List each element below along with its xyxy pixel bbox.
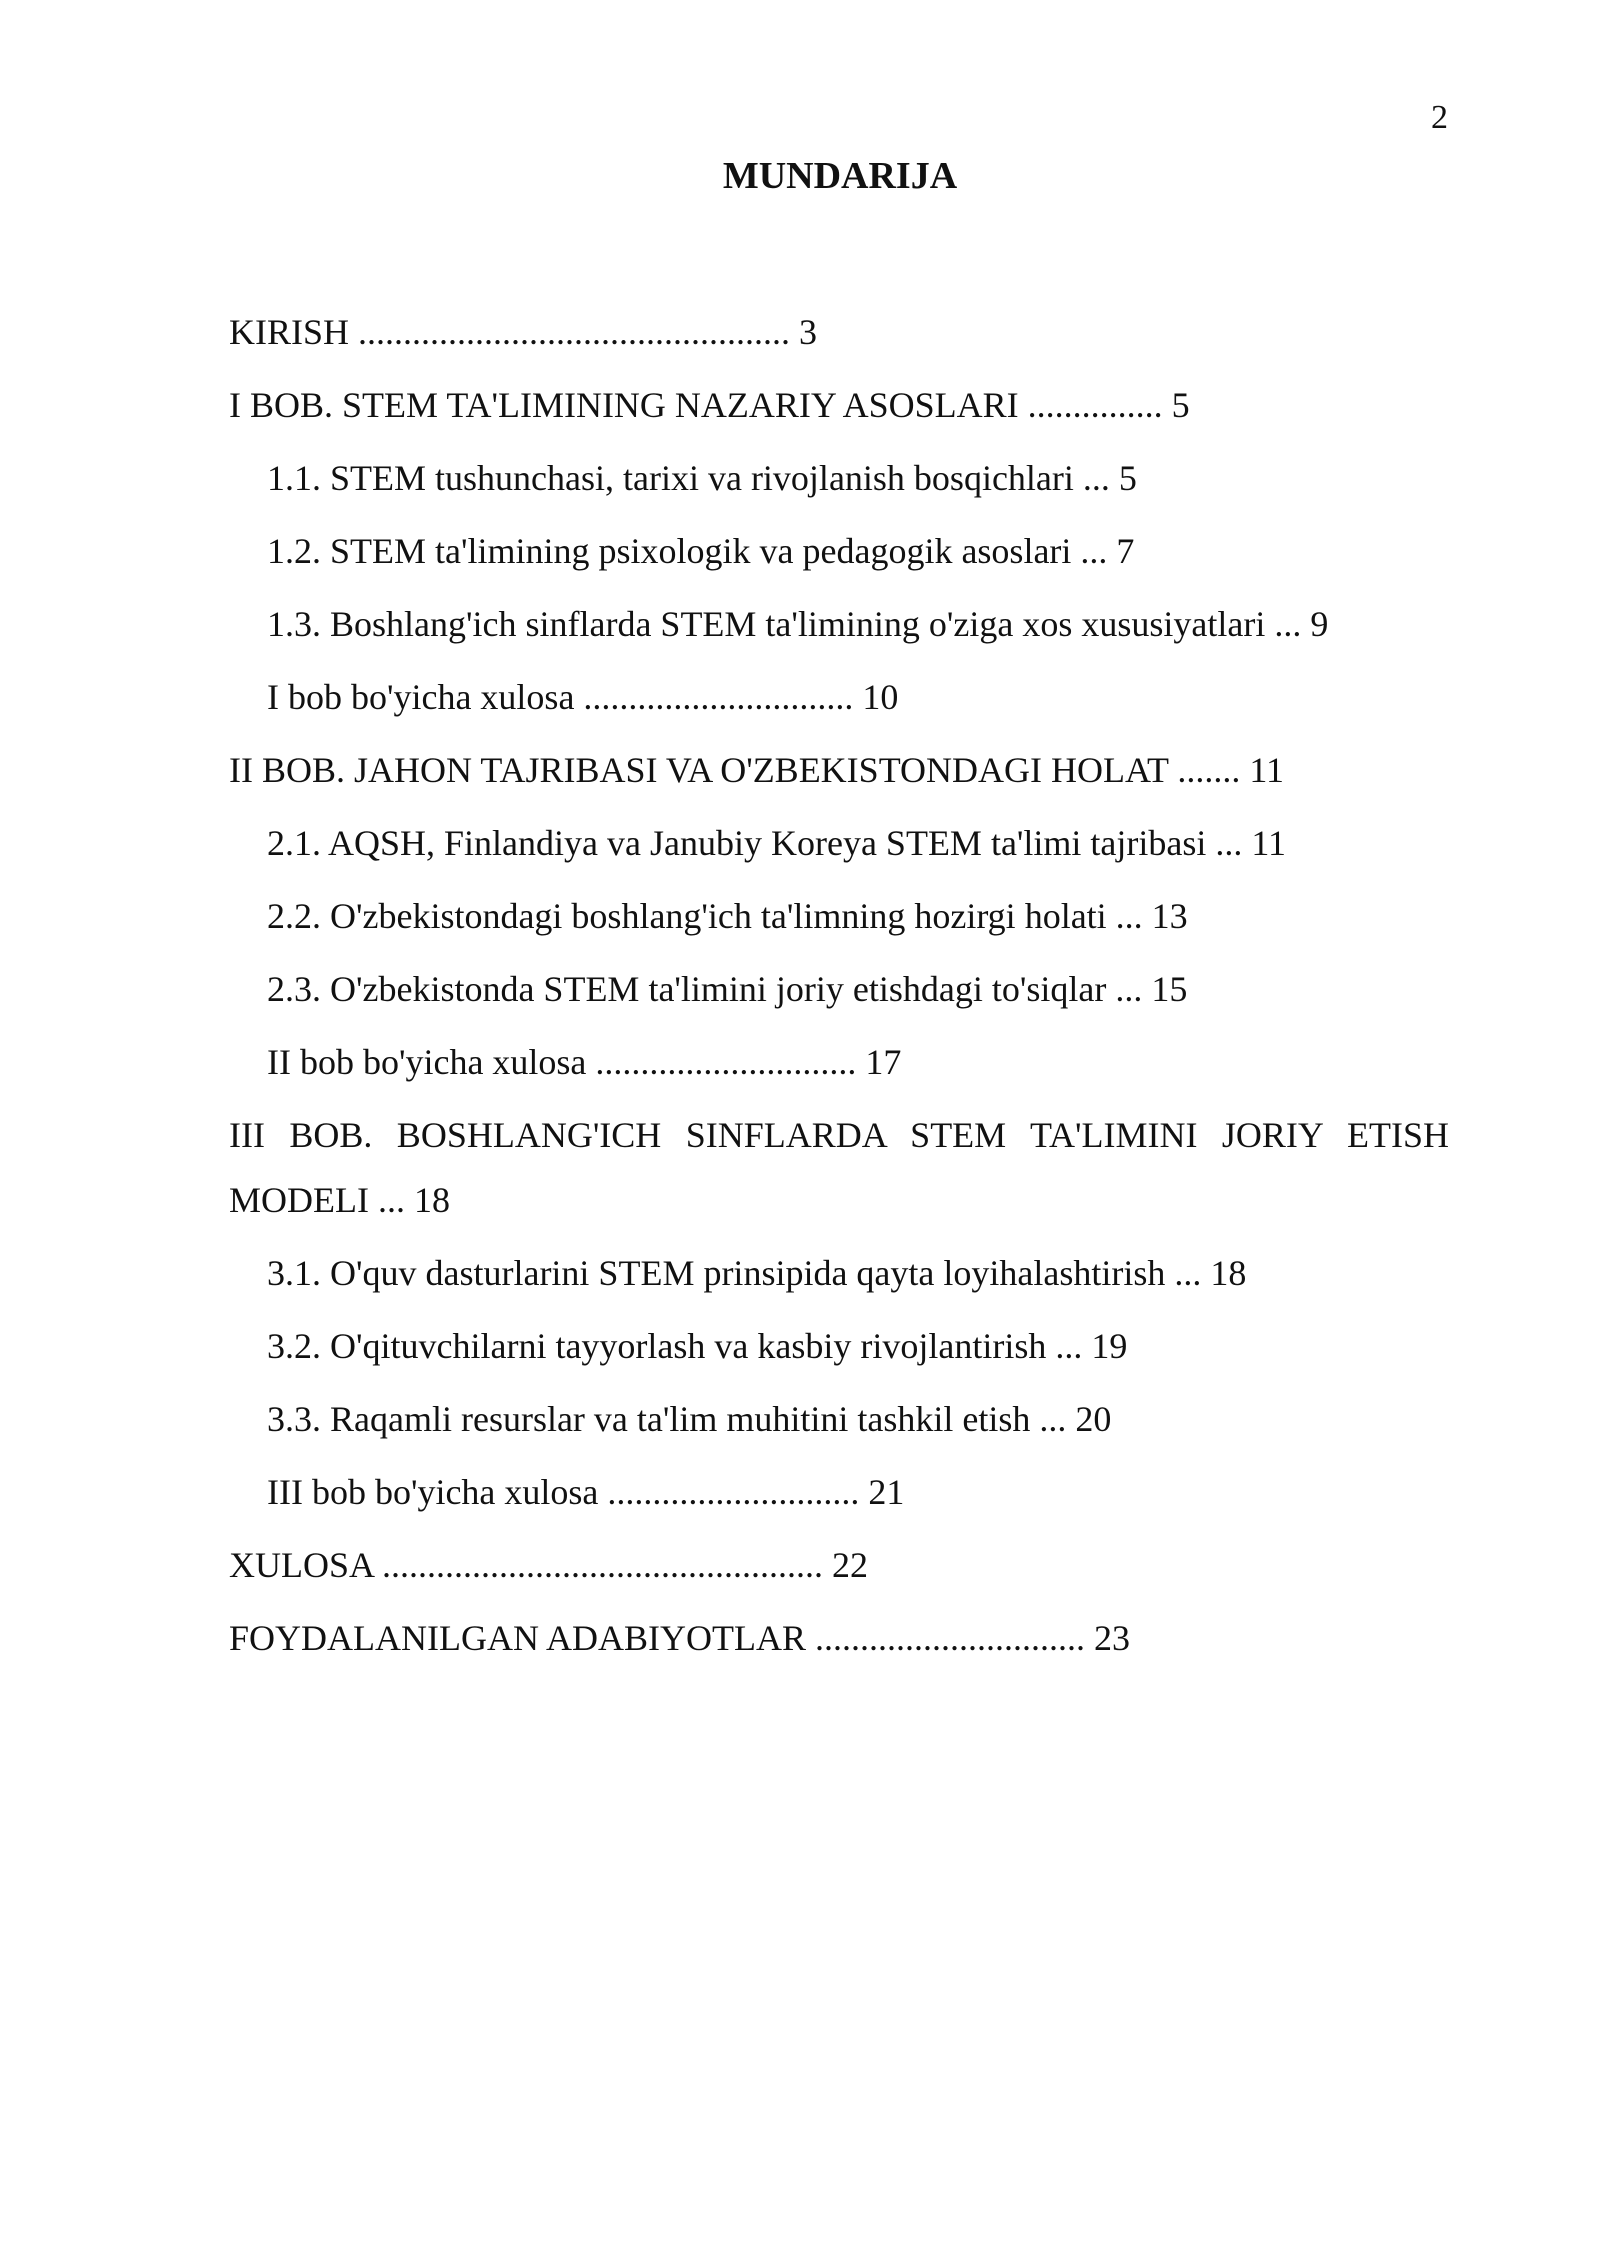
toc-entry-kirish: KIRISH ................................................ 3 — [229, 312, 818, 352]
toc-entry-section-1-1: 1.1. STEM tushunchasi, tarixi va rivojlanish bosqichlari ... 5 — [267, 458, 1137, 498]
toc-entry-chapter-2: II BOB. JAHON TAJRIBASI VA O'ZBEKISTONDAGI HOLAT ....... 11 — [229, 750, 1285, 790]
toc-entry-section-1-2: 1.2. STEM ta'limining psixologik va pedagogik asoslari ... 7 — [267, 531, 1135, 571]
toc-entry-section-3-1: 3.1. O'quv dasturlarini STEM prinsipida qayta loyihalashtirish ... 18 — [267, 1253, 1247, 1293]
page-number: 2 — [1431, 99, 1448, 136]
toc-entry-chapter-1: I BOB. STEM TA'LIMINING NAZARIY ASOSLARI ............... 5 — [229, 385, 1190, 425]
toc-entry-chapter-3-conclusion: III bob bo'yicha xulosa ............................ 21 — [267, 1472, 905, 1512]
toc-entry-references: FOYDALANILGAN ADABIYOTLAR .............................. 23 — [229, 1618, 1130, 1658]
toc-entry-xulosa: XULOSA ................................................. 22 — [229, 1545, 869, 1585]
toc-entry-section-2-1: 2.1. AQSH, Finlandiya va Janubiy Koreya STEM ta'limi tajribasi ... 11 — [267, 823, 1287, 863]
toc-entry-section-3-3: 3.3. Raqamli resurslar va ta'lim muhitini tashkil etish ... 20 — [267, 1399, 1112, 1439]
toc-entry-section-2-2: 2.2. O'zbekistondagi boshlang'ich ta'limning hozirgi holati ... 13 — [267, 896, 1188, 936]
toc-entry-chapter-1-conclusion: I bob bo'yicha xulosa .............................. 10 — [267, 677, 899, 717]
toc-entry-chapter-3: III BOB. BOSHLANG'ICH SINFLARDA STEM TA'LIMINI JORIY ETISH MODELI ... 18 — [229, 1115, 1449, 1220]
toc-entry-section-1-3: 1.3. Boshlang'ich sinflarda STEM ta'limining o'ziga xos xususiyatlari ... 9 — [267, 604, 1329, 644]
toc-entry-chapter-2-conclusion: II bob bo'yicha xulosa ............................. 17 — [267, 1042, 902, 1082]
table-of-contents — [229, 300, 1449, 1679]
page-title: MUNDARIJA — [722, 155, 958, 197]
toc-entry-section-3-2: 3.2. O'qituvchilarni tayyorlash va kasbiy rivojlantirish ... 19 — [267, 1326, 1128, 1366]
toc-entry-section-2-3: 2.3. O'zbekistonda STEM ta'limini joriy etishdagi to'siqlar ... 15 — [267, 969, 1188, 1009]
